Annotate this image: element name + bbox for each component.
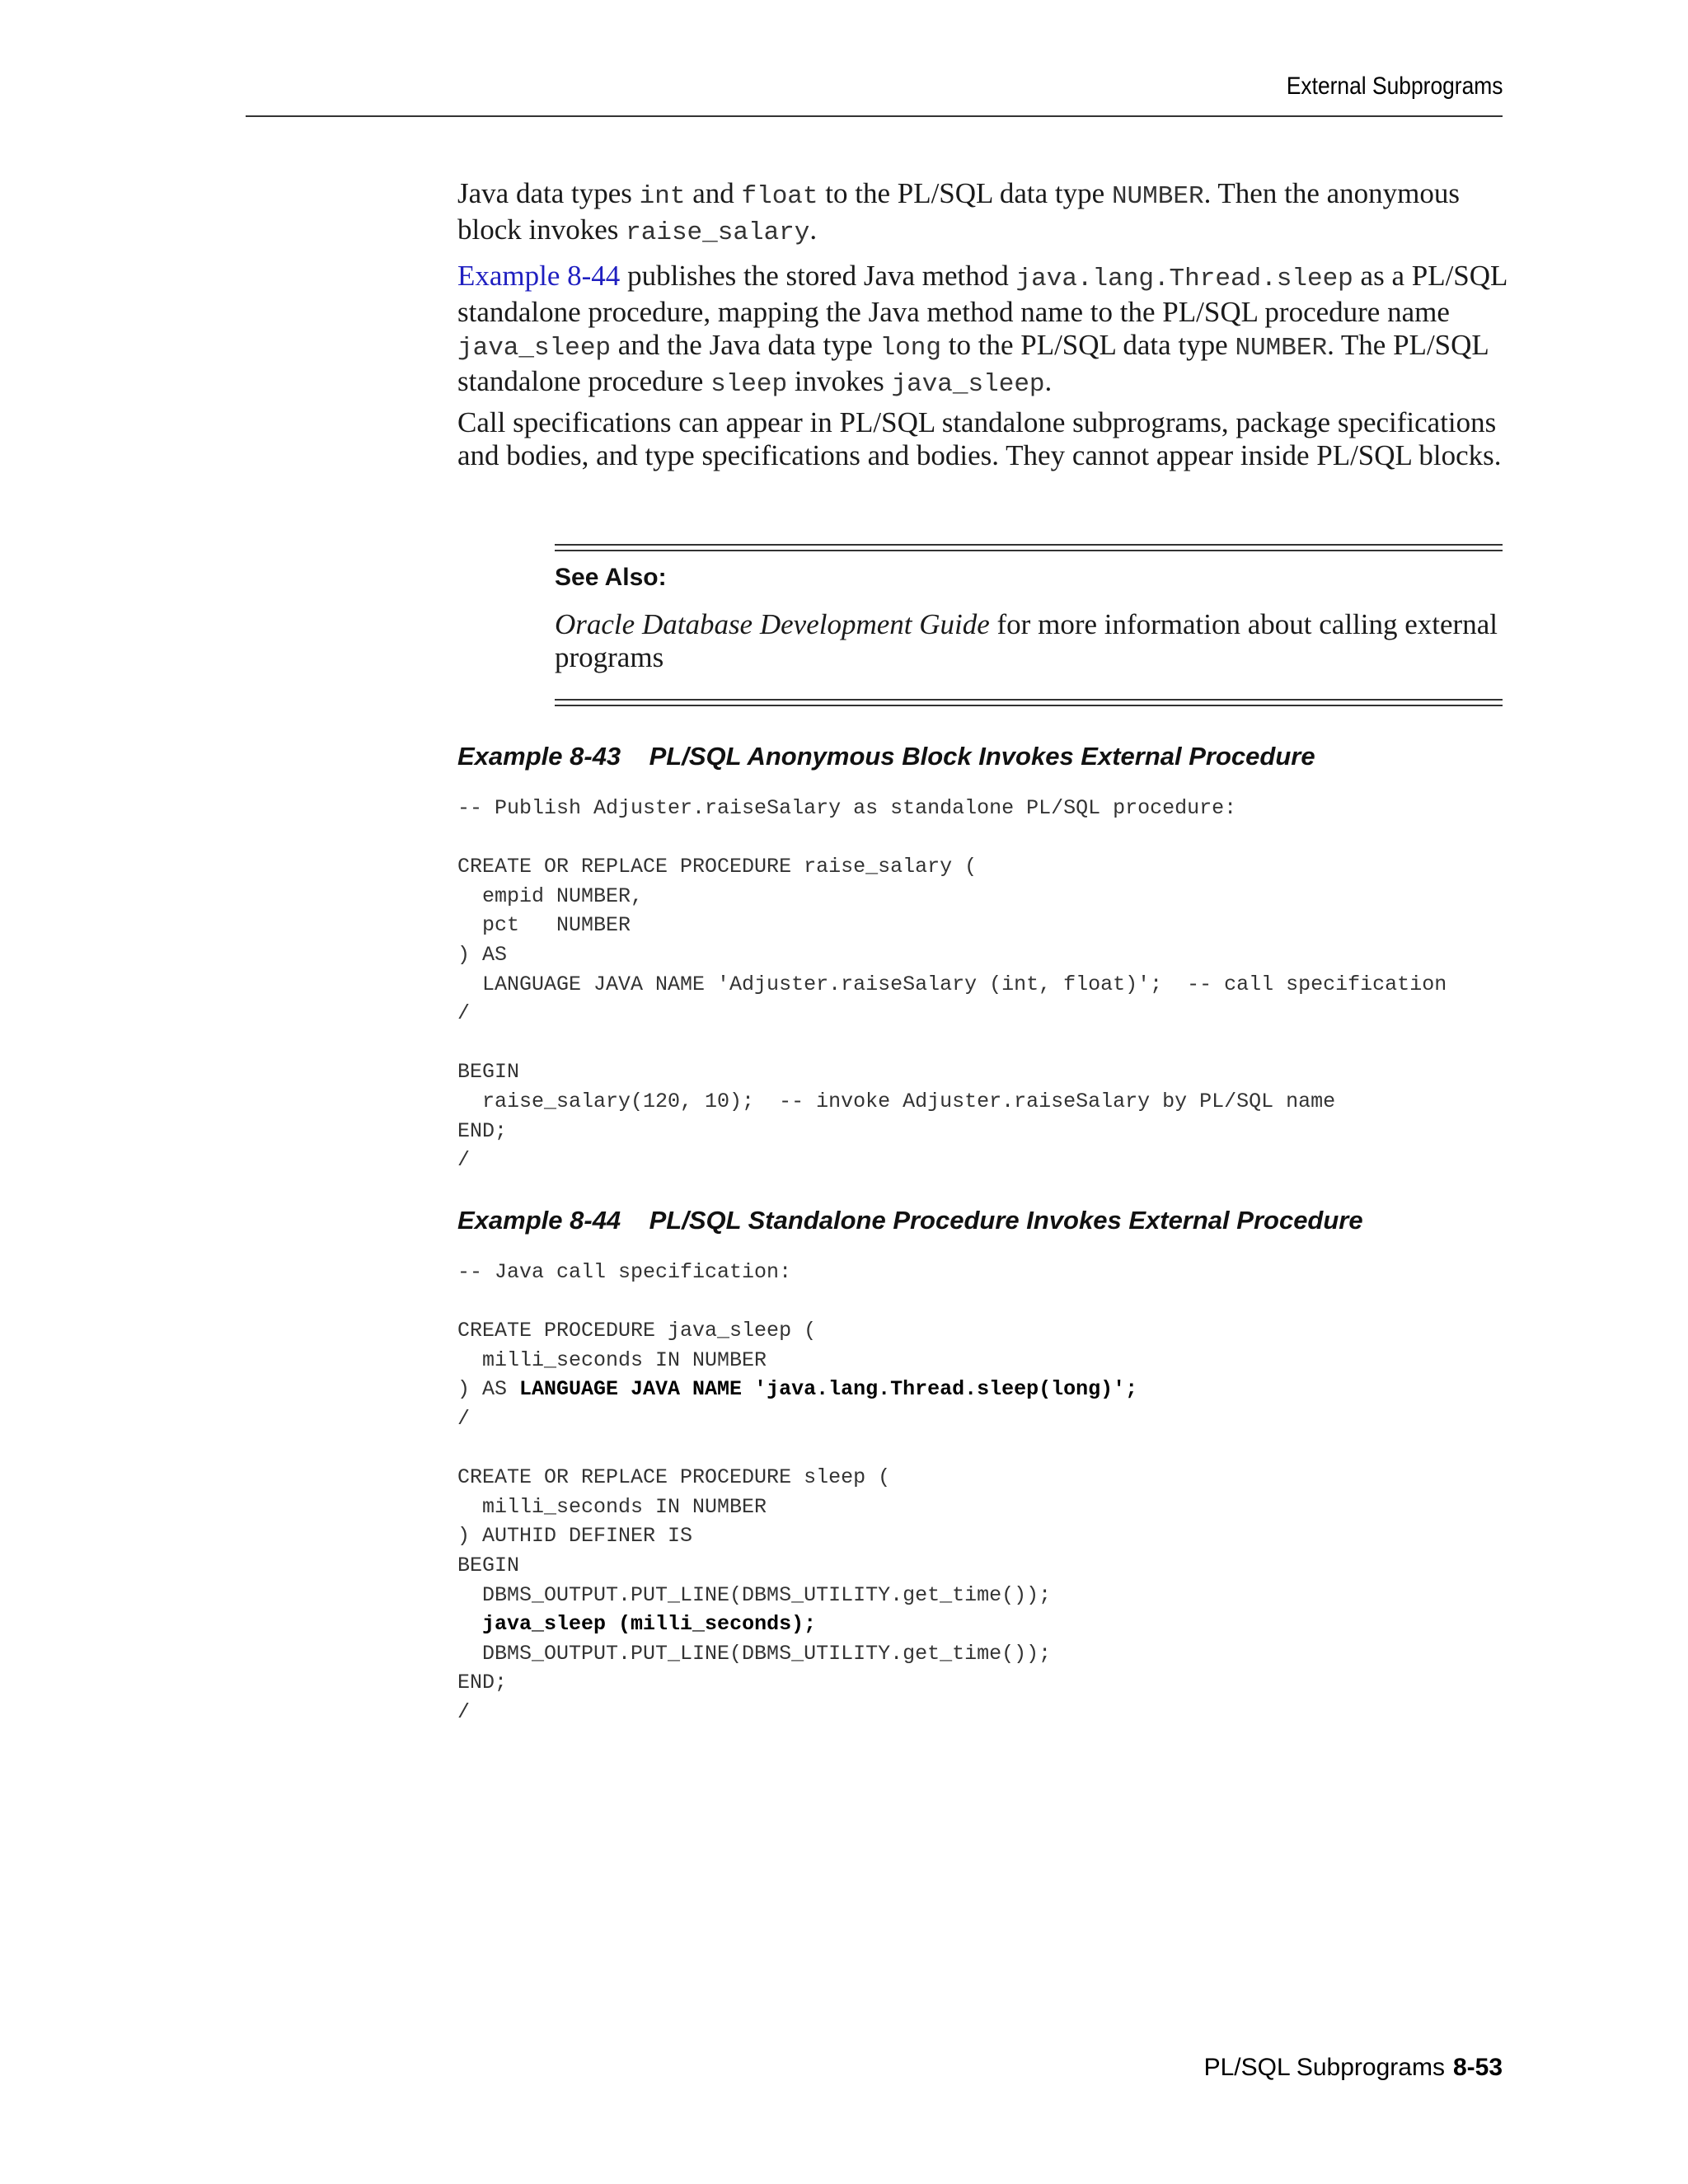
- text-run: and: [685, 177, 742, 209]
- paragraph-call-specifications: Call specifications can appear in PL/SQL standalone subprograms, package specifications and bodies, and type specifications and bodies. They cannot appear inside PL/SQL blocks.: [457, 406, 1502, 471]
- text-run: to the PL/SQL data type: [818, 177, 1112, 209]
- example-label: Example 8-43: [457, 742, 621, 771]
- example-heading: PL/SQL Standalone Procedure Invokes External Procedure: [649, 1206, 1363, 1235]
- code-java-lang-thread-sleep: java.lang.Thread.sleep: [1015, 265, 1353, 293]
- see-also-bottom-rule: [555, 699, 1503, 706]
- code-emphasis: java_sleep (milli_seconds);: [482, 1612, 817, 1637]
- footer-section: PL/SQL Subprograms: [1203, 2054, 1445, 2081]
- text-run: . The PL/SQL standalone procedure: [457, 329, 1489, 397]
- paragraph-java-types: [457, 177, 1512, 250]
- text-run: for more information about calling external programs: [555, 608, 1498, 673]
- link-example-8-44[interactable]: Example 8-44: [457, 260, 621, 292]
- text-run: . Then the anonymous block invokes: [457, 177, 1460, 246]
- page-number: 8-53: [1452, 2054, 1503, 2081]
- text-run: invokes: [787, 365, 892, 397]
- text-run: publishes the stored Java method: [620, 260, 1016, 292]
- text-run: to the PL/SQL data type: [941, 329, 1236, 361]
- code-raise-salary: raise_salary: [626, 218, 810, 247]
- book-title: Oracle Database Development Guide: [555, 608, 990, 640]
- code-run: / CREATE OR REPLACE PROCEDURE sleep ( milli_seconds IN NUMBER ) AUTHID DEFINER IS BEGIN DBMS_OUTPUT.PUT_LINE(DBMS_UTILITY.get_time());: [457, 1406, 1052, 1607]
- code-run: -- Java call specification: CREATE PROCEDURE java_sleep ( milli_seconds IN NUMBER ) AS: [457, 1260, 817, 1402]
- example-heading: PL/SQL Anonymous Block Invokes External Procedure: [649, 742, 1315, 771]
- see-also-title: See Also:: [555, 564, 667, 591]
- text-run: .: [1044, 365, 1053, 397]
- text-run: and the Java data type: [611, 329, 880, 361]
- code-float: float: [741, 182, 818, 211]
- code-run: DBMS_OUTPUT.PUT_LINE(DBMS_UTILITY.get_time()); END; /: [457, 1641, 1052, 1724]
- example-8-44-code: [457, 1258, 1137, 1727]
- example-8-44-title: [457, 1206, 1363, 1235]
- page-footer: [1204, 2054, 1503, 2082]
- text-run: as a PL/SQL standalone procedure, mapping the Java method name to the PL/SQL procedure name: [457, 260, 1507, 328]
- see-also-top-rule: [555, 544, 1503, 551]
- code-emphasis: LANGUAGE JAVA NAME 'java.lang.Thread.sleep(long)';: [519, 1377, 1138, 1402]
- text-run: Java data types: [457, 177, 640, 209]
- code-number: NUMBER: [1111, 182, 1204, 211]
- see-also-text: [555, 608, 1503, 674]
- paragraph-example-44-intro: [457, 260, 1512, 401]
- header-rule: [246, 115, 1503, 117]
- example-8-43-title: [457, 742, 1315, 771]
- example-label: Example 8-44: [457, 1206, 621, 1235]
- running-header: External Subprograms: [1286, 73, 1503, 100]
- code-java-sleep: java_sleep: [891, 370, 1045, 399]
- code-sleep: sleep: [710, 370, 788, 399]
- code-java-sleep: java_sleep: [457, 334, 612, 363]
- example-8-43-code: -- Publish Adjuster.raiseSalary as standalone PL/SQL procedure: CREATE OR REPLACE PROCEDURE raise_salary ( empid NUMBER, pct NUMBER ) AS LANGUAGE JAVA NAME 'Adjuster.raiseSalary (int, float)'; -- call specification / BEGIN raise_salary(120, 10); -- invoke Adjuster.raiseSalary by PL/SQL name END; /: [457, 796, 1447, 1173]
- code-int: int: [639, 182, 686, 211]
- code-long: long: [879, 334, 941, 363]
- text-run: .: [809, 213, 818, 246]
- code-number: NUMBER: [1235, 334, 1328, 363]
